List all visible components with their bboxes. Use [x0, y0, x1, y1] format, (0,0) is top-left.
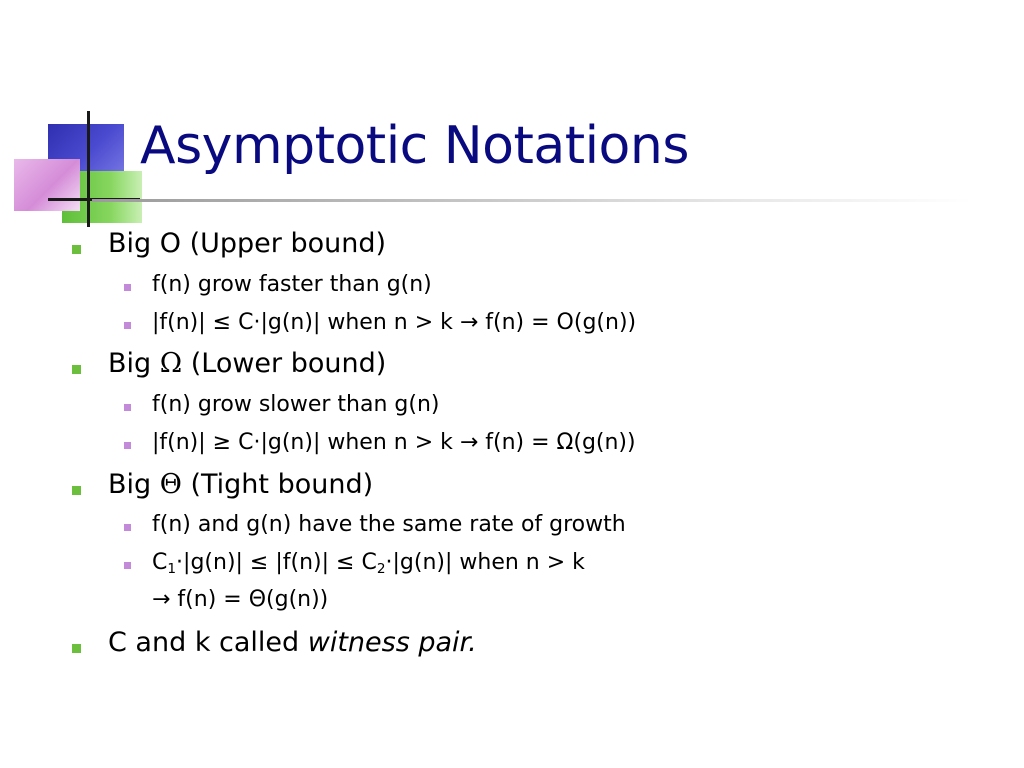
bullet-witness-pair [108, 627, 477, 658]
bullet-level2 [124, 322, 131, 329]
bullet-level1 [72, 644, 81, 653]
theta-inequality-end: ·|g(n)| when n > k [385, 550, 585, 575]
logo-vertical-line [87, 111, 90, 227]
bullet-level2 [124, 562, 131, 569]
slide-logo-graphic [0, 0, 140, 230]
big-omega-suffix: (Lower bound) [182, 348, 387, 379]
bullet-big-theta [108, 469, 373, 500]
big-theta-point-2 [152, 550, 585, 575]
bullet-big-omega [108, 348, 386, 379]
big-omega-point-1: f(n) grow slower than g(n) [152, 392, 440, 417]
omega-symbol: Ω [159, 348, 183, 379]
big-omega-prefix: Big [108, 348, 160, 379]
logo-pink-square [14, 159, 80, 211]
title-underline-rule [92, 199, 972, 202]
big-theta-point-1: f(n) and g(n) have the same rate of growth [152, 512, 626, 537]
bullet-level1 [72, 365, 81, 374]
big-o-point-2: |f(n)| ≤ C·|g(n)| when n > k → f(n) = O(g(n)) [152, 310, 637, 335]
theta-symbol: Θ [159, 469, 182, 500]
bullet-level2 [124, 442, 131, 449]
bullet-level2 [124, 524, 131, 531]
bullet-level2 [124, 284, 131, 291]
big-theta-prefix: Big [108, 469, 160, 500]
theta-inequality-middle: ·|g(n)| ≤ |f(n)| ≤ C [176, 550, 377, 575]
slide-title: Asymptotic Notations [140, 116, 689, 176]
c1-constant: C [152, 550, 168, 575]
c1-subscript: 1 [167, 561, 177, 577]
big-o-point-1: f(n) grow faster than g(n) [152, 272, 432, 297]
c2-subscript: 2 [376, 561, 386, 577]
witness-emphasis: witness pair. [307, 627, 477, 658]
big-theta-point-2-continuation: → f(n) = Θ(g(n)) [152, 587, 329, 612]
bullet-big-o: Big O (Upper bound) [108, 228, 387, 259]
big-omega-point-2: |f(n)| ≥ C·|g(n)| when n > k → f(n) = Ω(g(n)) [152, 430, 636, 455]
big-theta-suffix: (Tight bound) [181, 469, 374, 500]
bullet-level1 [72, 486, 81, 495]
bullet-level1 [72, 245, 81, 254]
bullet-level2 [124, 404, 131, 411]
witness-prefix: C and k called [108, 627, 308, 658]
